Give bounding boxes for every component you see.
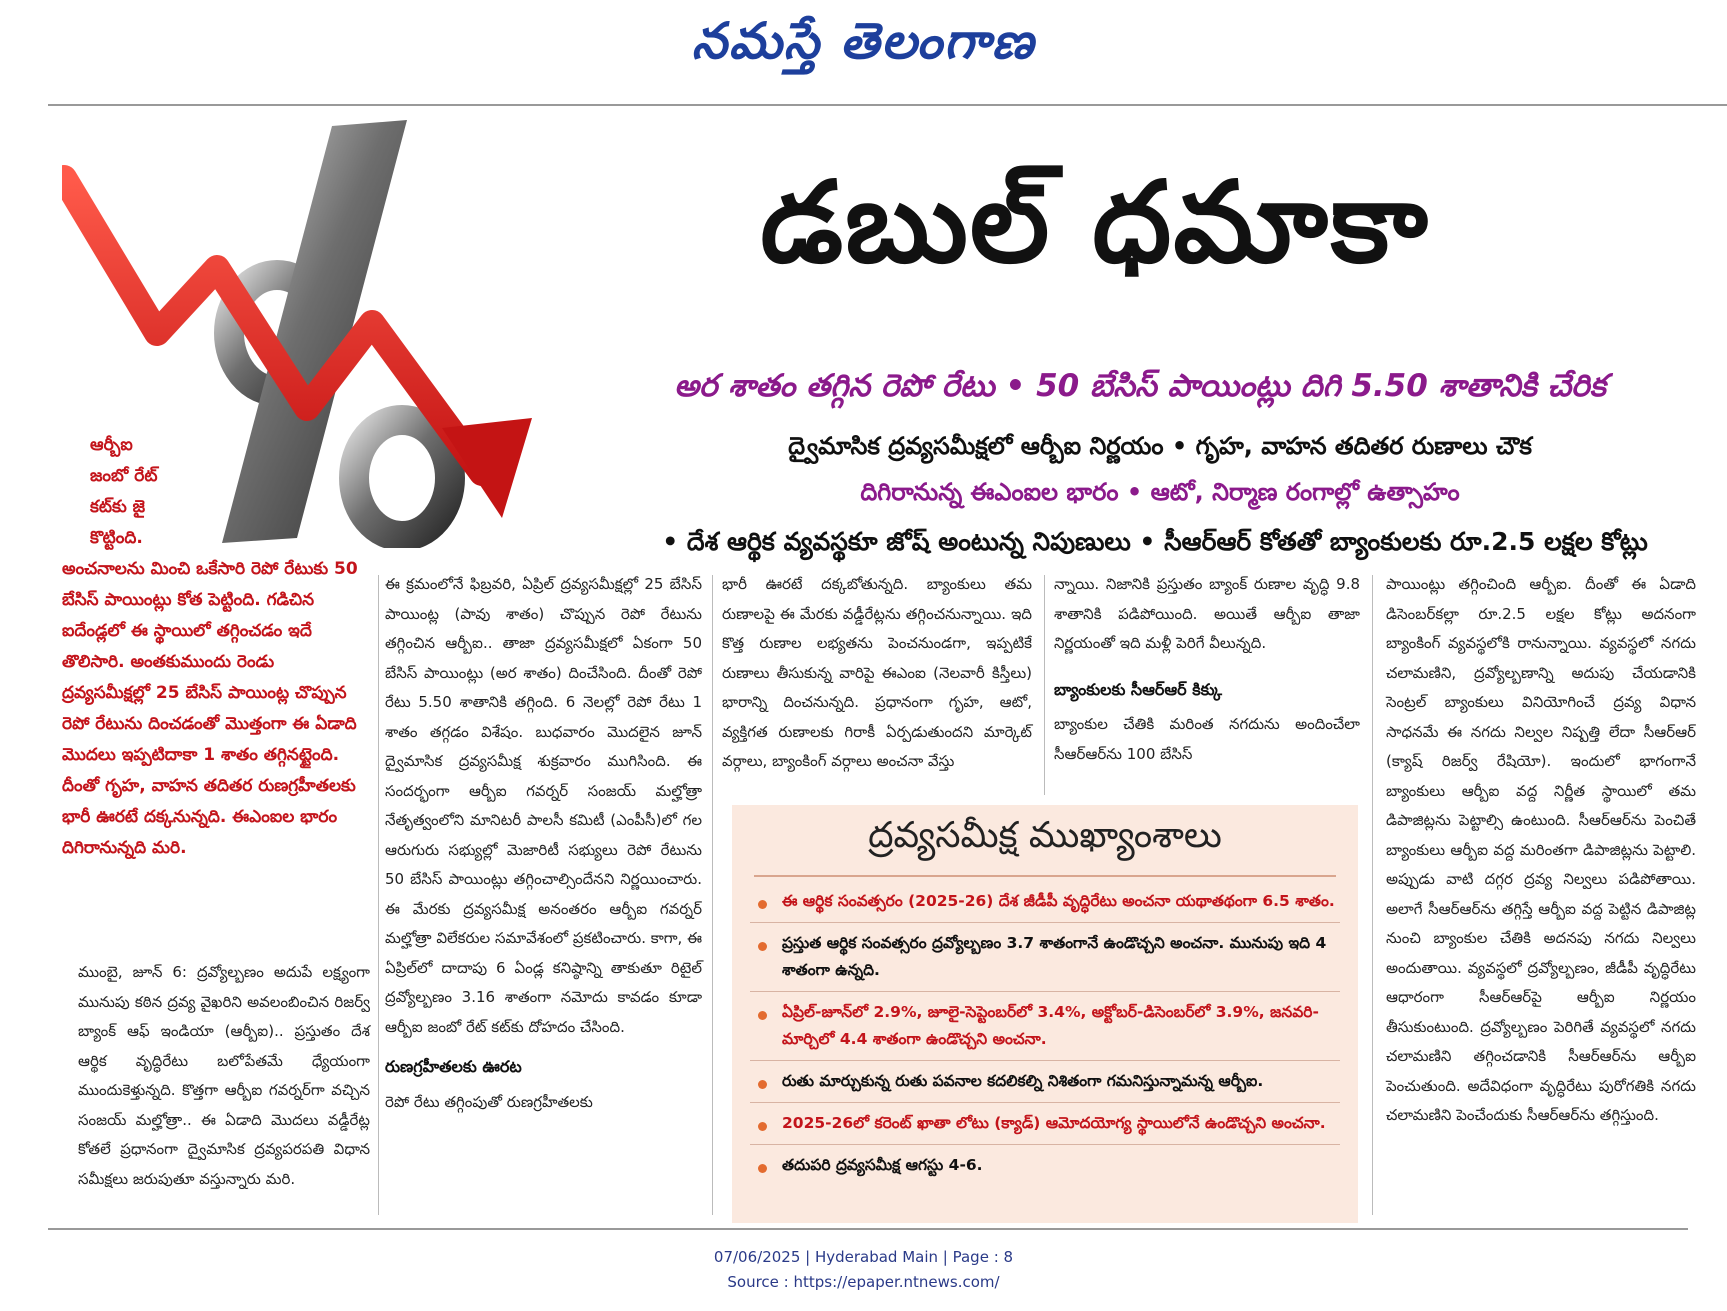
- masthead: నమస్తే తెలంగాణ: [691, 12, 1036, 70]
- column-divider: [378, 575, 379, 1215]
- column-text: ఈ క్రమంలోనే ఫిబ్రవరి, ఏప్రిల్ ద్రవ్యసమీక్షల్లో 25 బేసిస్ పాయింట్ల (పావు శాతం) చొప్పున రెపో రేటును తగ్గించిన ఆర్బీఐ.. తాజా ద్రవ్యసమీక్షలో ఏకంగా 50 బేసిస్ పాయింట్లు (అర శాతం) దించేసింది. దీంతో రెపో రేటు 5.50 శాతానికి తగ్గింది. 6 నెలల్లో రెపో రేటు 1 శాతం తగ్గడం విశేషం. బుధవారం మొదలైన జూన్ ద్వైమాసిక ద్రవ్యసమీక్ష శుక్రవారం ముగిసింది. ఈ సందర్భంగా ఆర్బీఐ గవర్నర్ సంజయ్ మల్హోత్రా నేతృత్వంలోని మానిటరీ పాలసీ కమిటీ (ఎంపీసీ)లో గల ఆరుగురు సభ్యుల్లో మెజారిటీ సభ్యులు రెపో రేటును 50 బేసిస్ పాయింట్లు తగ్గించాల్సిందేనని నిర్ణయించారు. ఈ మేరకు ద్రవ్యసమీక్ష అనంతరం ఆర్బీఐ గవర్నర్ మల్హోత్రా విలేకరుల సమావేశంలో ప్రకటించారు. కాగా, ఈ ఏప్రిల్‌లో దాదాపు 6 ఏండ్ల కనిష్ఠాన్ని తాకుతూ రిటైల్ ద్రవ్యోల్బణం 3.16 శాతంగా నమోదు కావడం కూడా ఆర్బీఐ జంబో రేట్ కట్‌కు దోహదం చేసింది.: [385, 575, 702, 1036]
- article-column-1: [78, 958, 370, 1194]
- footer-dateline: 07/06/2025 | Hyderabad Main | Page : 8: [713, 1248, 1014, 1266]
- subhead-4: • దేశ ఆర్థిక వ్యవస్థకూ జోష్ అంటున్న నిపుణులు • సీఆర్ఆర్ కోతతో బ్యాంకులకు రూ.2.5 లక్షల కోట్లు: [662, 527, 1648, 556]
- lead-line: ఆర్బీఐ: [90, 435, 133, 455]
- lead-paragraph: [62, 430, 362, 864]
- highlights-box: [732, 805, 1358, 1223]
- lead-line: జంబో రేట్: [90, 466, 158, 486]
- article-column-5: [1386, 570, 1696, 1131]
- highlights-list: [732, 877, 1358, 1186]
- column-divider: [1044, 575, 1045, 795]
- bullet-icon: [758, 1122, 767, 1131]
- article-column-2: [385, 570, 702, 1117]
- highlight-item: ఈ ఆర్థిక సంవత్సరం (2025-26) దేశ జీడీపీ వృద్ధిరేటు అంచనా యథాతథంగా 6.5 శాతం.: [750, 881, 1340, 923]
- column-divider: [712, 575, 713, 1215]
- column-text: బ్యాంకుల చేతికి మరింత నగదును అందించేలా సీఆర్ఆర్‌ను 100 బేసిస్: [1054, 715, 1360, 763]
- bullet-icon: [758, 900, 767, 909]
- headline: డబుల్ ధమాకా: [760, 158, 1430, 288]
- bullet-icon: [758, 942, 767, 951]
- lead-line: కట్‌కు జై: [90, 497, 146, 517]
- footer-source-link[interactable]: Source : https://epaper.ntnews.com/: [727, 1273, 1000, 1291]
- column-text: రెపో రేటు తగ్గింపుతో రుణగ్రహీతలకు: [385, 1092, 593, 1111]
- bullet-icon: [758, 1080, 767, 1089]
- column-text: న్నాయి. నిజానికి ప్రస్తుతం బ్యాంక్ రుణాల వృద్ధి 9.8 శాతానికి పడిపోయింది. అయితే ఆర్బీఐ తాజా నిర్ణయంతో ఇది మళ్లీ పెరిగే వీలున్నది.: [1054, 575, 1360, 652]
- column-text: ముంబై, జూన్ 6: ద్రవ్యోల్బణం అదుపే లక్ష్యంగా మునుపు కఠిన ద్రవ్య వైఖరిని అవలంబించిన రిజర్వ్ బ్యాంక్ ఆఫ్ ఇండియా (ఆర్బీఐ).. ప్రస్తుతం దేశ ఆర్థిక వృద్ధిరేటు బలోపేతమే ధ్యేయంగా ముందుకెళ్తున్నది. కొత్తగా ఆర్బీఐ గవర్నర్‌గా వచ్చిన సంజయ్ మల్హోత్రా.. ఈ ఏడాది మొదలు వడ్డీరేట్ల కోతలే ప్రధానంగా ద్వైమాసిక ద్రవ్యపరపతి విధాన సమీక్షలు జరుపుతూ వస్తున్నారు మరి.: [78, 963, 370, 1188]
- top-divider: [48, 104, 1727, 106]
- highlight-item: ఏప్రిల్-జూన్‌లో 2.9%, జూలై-సెప్టెంబర్‌లో 3.4%, అక్టోబర్-డిసెంబర్‌లో 3.9%, జనవరి-మార్చిలో 4.4 శాతంగా ఉండొచ్చని అంచనా.: [750, 992, 1340, 1061]
- bullet-icon: [758, 1164, 767, 1173]
- column-divider: [1372, 575, 1373, 1215]
- subhead-1: అర శాతం తగ్గిన రెపో రేటు • 50 బేసిస్ పాయింట్లు దిగి 5.50 శాతానికి చేరిక: [674, 368, 1606, 404]
- lead-line: కొట్టింది.: [90, 528, 143, 548]
- section-subhead: బ్యాంకులకు సీఆర్ఆర్ కిక్కు: [1054, 679, 1222, 699]
- highlight-item: రుతు మార్చుకున్న రుతు పవనాల కదలికల్ని నిశితంగా గమనిస్తున్నామన్న ఆర్బీఐ.: [750, 1061, 1340, 1103]
- highlights-title: ద్రవ్యసమీక్ష ముఖ్యాంశాలు: [754, 805, 1336, 877]
- bottom-divider: [48, 1228, 1688, 1230]
- column-text: భారీ ఊరటే దక్కబోతున్నది. బ్యాంకులు తమ రుణాలపై ఈ మేరకు వడ్డీరేట్లను తగ్గించనున్నాయి. ఇది కొత్త రుణాల లభ్యతను పెంచనుండగా, ఇప్పటికే రుణాలు తీసుకున్న వారిపై ఈఎంఐ (నెలవారీ కిస్తీలు) భారాన్ని దించనున్నది. ప్రధానంగా గృహ, ఆటో, వ్యక్తిగత రుణాలకు గిరాకీ ఏర్పడుతుందని మార్కెట్ వర్గాలు, బ్యాంకింగ్ వర్గాలు అంచనా వేస్తు: [722, 575, 1032, 770]
- column-text: పాయింట్లు తగ్గించింది ఆర్బీఐ. దీంతో ఈ ఏడాది డిసెంబర్‌కల్లా రూ.2.5 లక్షల కోట్లు అదనంగా బ్యాంకింగ్ వ్యవస్థలోకి రానున్నాయి. వ్యవస్థలో నగదు చలామణిని, ద్రవ్యోల్బణాన్ని అదుపు చేయడానికి సెంట్రల్ బ్యాంకులు వినియోగించే ద్రవ్య విధాన సాధనమే ఈ నగదు నిల్వల నిష్పత్తి లేదా సీఆర్ఆర్ (క్యాష్ రిజర్వ్ రేషియో). ఇందులో భాగంగానే బ్యాంకులు ఆర్బీఐ వద్ద నిర్ణీత స్థాయిలో తమ డిపాజిట్లను పెట్టాల్సి ఉంటుంది. సీఆర్ఆర్‌ను పెంచితే బ్యాంకులు ఆర్బీఐ వద్ద మరింతగా డిపాజిట్లను పెట్టాలి. అప్పుడు వాటి దగ్గర ద్రవ్య నిల్వలు పడిపోతాయి. అలాగే సీఆర్ఆర్‌ను తగ్గిస్తే ఆర్బీఐ వద్ద పెట్టిన డిపాజిట్ల నుంచి బ్యాంకుల చేతికి అదనపు నగదు నిల్వలు అందుతాయి. వ్యవస్థలో ద్రవ్యోల్బణం, జీడీపీ వృద్ధిరేటు ఆధారంగా సీఆర్ఆర్‌పై ఆర్బీఐ నిర్ణయం తీసుకుంటుంది. ద్రవ్యోల్బణం పెరిగితే వ్యవస్థలో నగదు చలామణిని తగ్గించడానికి సీఆర్ఆర్‌ను ఆర్బీఐ పెంచుతుంది. అదేవిధంగా వృద్ధిరేటు పురోగతికి నగదు చలామణిని పెంచేందుకు సీఆర్ఆర్‌ను తగ్గిస్తుంది.: [1386, 575, 1696, 1124]
- article-column-3: [722, 570, 1032, 777]
- article-column-4: [1054, 570, 1360, 769]
- subhead-2: ద్వైమాసిక ద్రవ్యసమీక్షలో ఆర్బీఐ నిర్ణయం • గృహ, వాహన తదితర రుణాలు చౌక: [788, 432, 1532, 460]
- highlight-item: 2025-26లో కరెంట్ ఖాతా లోటు (క్యాడ్) ఆమోదయోగ్య స్థాయిలోనే ఉండొచ్చని అంచనా.: [750, 1103, 1340, 1145]
- footer: [0, 1245, 1727, 1295]
- highlight-item: ప్రస్తుత ఆర్థిక సంవత్సరం ద్రవ్యోల్బణం 3.7 శాతంగానే ఉండొచ్చని అంచనా. మునుపు ఇది 4 శాతంగా ఉన్నది.: [750, 923, 1340, 992]
- highlight-item: తదుపరి ద్రవ్యసమీక్ష ఆగస్టు 4-6.: [750, 1145, 1340, 1186]
- section-subhead: రుణగ్రహీతలకు ఊరట: [385, 1057, 522, 1076]
- subhead-3: దిగిరానున్న ఈఎంఐల భారం • ఆటో, నిర్మాణ రంగాల్లో ఉత్సాహం: [860, 478, 1460, 506]
- lead-text: అంచనాలను మించి ఒకేసారి రెపో రేటుకు 50 బేసిస్ పాయింట్లు కోత పెట్టింది. గడిచిన ఐదేండ్లలో ఈ స్థాయిలో తగ్గించడం ఇదే తొలిసారి. అంతకుముందు రెండు ద్రవ్యసమీక్షల్లో 25 బేసిస్ పాయింట్ల చొప్పున రెపో రేటును దించడంతో మొత్తంగా ఈ ఏడాది మొదలు ఇప్పటిదాకా 1 శాతం తగ్గినట్టైంది. దీంతో గృహ, వాహన తదితర రుణగ్రహీతలకు భారీ ఊరటే దక్కనున్నది. ఈఎంఐల భారం దిగిరానున్నది మరి.: [62, 559, 358, 858]
- bullet-icon: [758, 1011, 767, 1020]
